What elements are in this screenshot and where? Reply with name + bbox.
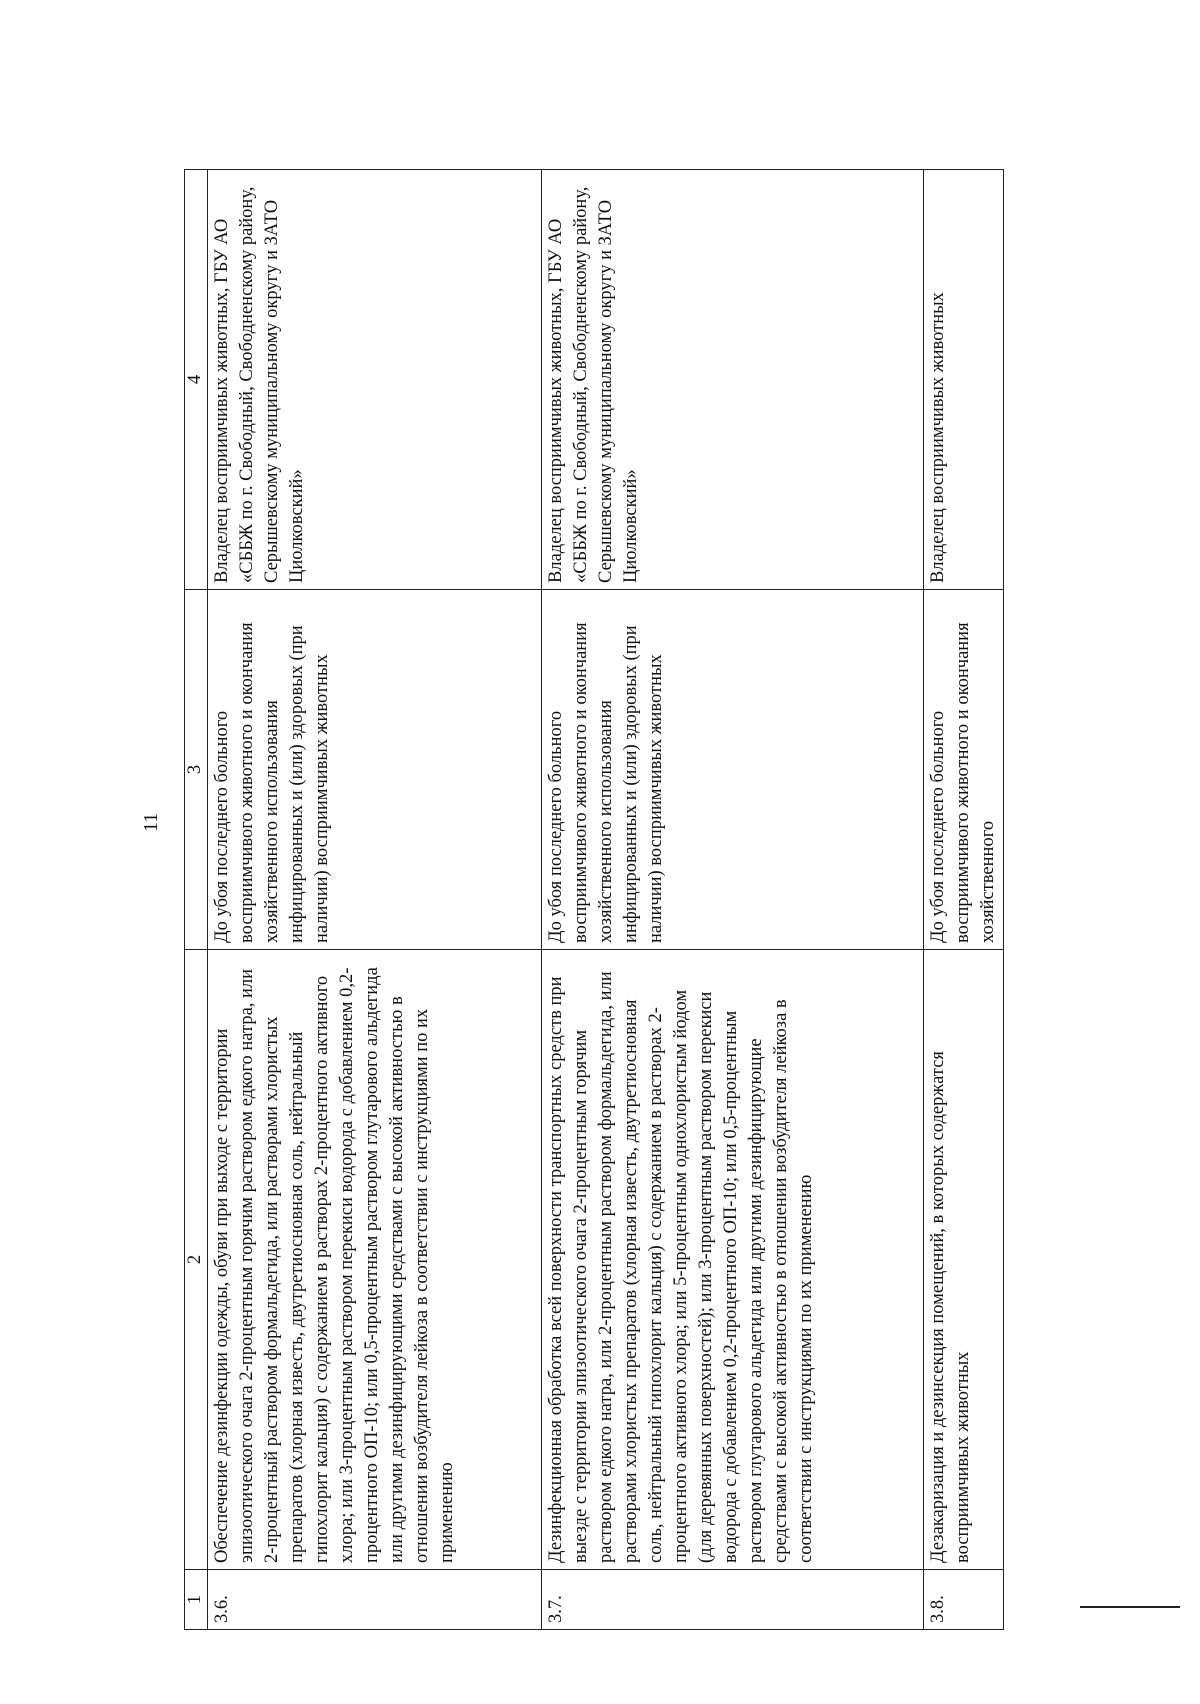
measures-table (184, 169, 1004, 1630)
term-cell: До убоя последнего больного восприимчивого животного и окончания хозяйственного использования инфицированных и (или) здоровых (при наличии) восприимчивых животных (208, 590, 542, 950)
term-cell: До убоя последнего больного восприимчивого животного и окончания хозяйственного (924, 590, 1004, 950)
term-cell: До убоя последнего больного восприимчивого животного и окончания хозяйственного использования инфицированных и (или) здоровых (при наличии) восприимчивых животных (542, 590, 924, 950)
measure-cell: Дезакаризация и дезинсекция помещений, в которых содержатся восприимчивых животных (924, 950, 1004, 1570)
header-col-4: 4 (185, 170, 208, 590)
rotated-table-container (184, 170, 1084, 1630)
header-col-1: 1 (185, 1570, 208, 1630)
measure-cell: Дезинфекционная обработка всей поверхности транспортных средств при выезде с территории эпизоотического очага 2-процентным горячим раствором едкого натра, или 2-процентным раствором формальдегида, или растворами хлористых препаратов (хлорная известь, двутретиосновная соль, нейтральный гипохлорит кальция) с содержанием в растворах 2-процентного активного хлора; или 5-процентным однохлористым йодом (для деревянных поверхностей); или 3-процентным раствором перекиси водорода с добавлением 0,2-процентного ОП-10; или 0,5-процентным раствором глутарового альдегида или другими дезинфицирующие средствами с высокой активностью в отношении возбудителя лейкоза в соответствии с инструкциями по их применению (542, 950, 924, 1570)
header-col-2: 2 (185, 950, 208, 1570)
table-row (208, 170, 542, 1630)
table-row (924, 170, 1004, 1630)
responsible-cell: Владелец восприимчивых животных, ГБУ АО «СББЖ по г. Свободный, Свободненскому району, Серышевскому муниципальному округу и ЗАТО Циолковский» (208, 170, 542, 590)
header-row (185, 170, 208, 1630)
row-number: 3.7. (542, 1570, 924, 1630)
page-number: 11 (140, 812, 162, 832)
table-row (542, 170, 924, 1630)
header-col-3: 3 (185, 590, 208, 950)
measure-cell: Обеспечение дезинфекции одежды, обуви при выходе с территории эпизоотического очага 2-процентным горячим раствором едкого натра, или 2-процентный раствором формальдегида, или растворами хлористых препаратов (хлорная известь, двутретиосновная соль, нейтральный гипохлорит кальция) с содержанием в растворах 2-процентного активного хлора; или 3-процентным раствором перекиси водорода с добавлением 0,2-процентного ОП-10; или 0,5-процентным раствором глутарового альдегида или другими дезинфицирующими средствами с высокой активностью в отношении возбудителя лейкоза в соответствии с инструкциями по их применению (208, 950, 542, 1570)
responsible-cell: Владелец восприимчивых животных (924, 170, 1004, 590)
row-number: 3.6. (208, 1570, 542, 1630)
row-number: 3.8. (924, 1570, 1004, 1630)
bottom-rule (1080, 1606, 1180, 1608)
responsible-cell: Владелец восприимчивых животных, ГБУ АО «СББЖ по г. Свободный, Свободненскому району, Серышевскому муниципальному округу и ЗАТО Циолковский» (542, 170, 924, 590)
